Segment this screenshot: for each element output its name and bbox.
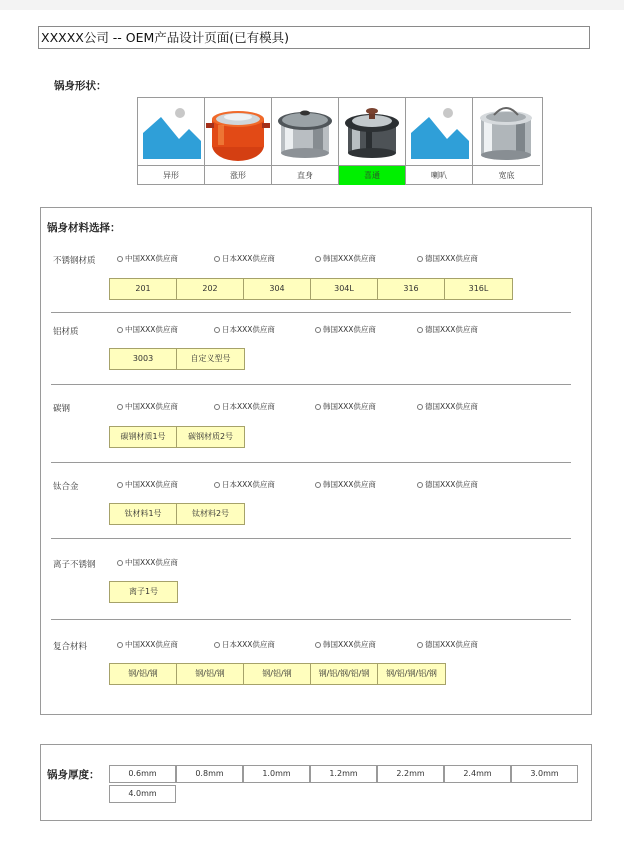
supplier-radio[interactable]: 日本XXX供应商 — [214, 479, 275, 490]
top-bar — [0, 0, 624, 10]
supplier-radio[interactable]: 韩国XXX供应商 — [315, 401, 376, 412]
thickness-option[interactable]: 0.8mm — [176, 765, 243, 783]
supplier-radio[interactable]: 中国XXX供应商 — [117, 557, 178, 568]
divider — [51, 619, 571, 620]
shape-option-2[interactable] — [205, 98, 272, 185]
steel-pot-photo — [273, 99, 337, 163]
shape-label: 涨形 — [205, 165, 271, 185]
supplier-radio[interactable]: 日本XXX供应商 — [214, 324, 275, 335]
material-option[interactable]: 3003 — [110, 349, 177, 369]
thickness-option[interactable]: 2.4mm — [444, 765, 511, 783]
shape-option-4[interactable] — [339, 98, 406, 185]
red-pot-photo — [206, 99, 270, 163]
supplier-radio[interactable]: 中国XXX供应商 — [117, 324, 178, 335]
material-option[interactable]: 自定义型号 — [177, 349, 244, 369]
shape-gallery — [137, 97, 543, 185]
shape-option-3[interactable] — [272, 98, 339, 185]
supplier-radio[interactable]: 日本XXX供应商 — [214, 639, 275, 650]
material-option[interactable]: 316 — [378, 279, 445, 299]
thickness-option[interactable]: 1.2mm — [310, 765, 377, 783]
stockpot-photo — [474, 99, 538, 163]
supplier-radio[interactable]: 韩国XXX供应商 — [315, 324, 376, 335]
material-option[interactable]: 钛材料2号 — [177, 504, 244, 524]
material-option[interactable]: 碳钢材质2号 — [177, 427, 244, 447]
supplier-radio[interactable]: 德国XXX供应商 — [417, 253, 478, 264]
page-title: XXXXX公司 -- OEM产品设计页面(已有模具) — [38, 26, 590, 49]
divider — [51, 462, 571, 463]
material-option[interactable]: 钢/铝/钢 — [244, 664, 311, 684]
supplier-radio[interactable]: 德国XXX供应商 — [417, 479, 478, 490]
image-placeholder-icon — [139, 99, 203, 163]
material-name: 钛合金 — [53, 482, 79, 492]
supplier-radio[interactable]: 德国XXX供应商 — [417, 324, 478, 335]
supplier-radio[interactable]: 中国XXX供应商 — [117, 479, 178, 490]
material-name: 复合材料 — [53, 642, 88, 652]
material-option[interactable]: 316L — [445, 279, 512, 299]
thickness-option[interactable]: 2.2mm — [377, 765, 444, 783]
supplier-radio[interactable]: 日本XXX供应商 — [214, 401, 275, 412]
material-name: 铝材质 — [53, 327, 79, 337]
material-option[interactable]: 钢/铝/钢 — [110, 664, 177, 684]
material-option[interactable]: 钢/铝/钢/铝/钢 — [378, 664, 445, 684]
body-shape-label: 锅身形状： — [54, 80, 107, 92]
material-option[interactable]: 钛材料1号 — [110, 504, 177, 524]
shape-option-6[interactable] — [473, 98, 540, 185]
image-placeholder-icon — [407, 99, 471, 163]
shape-option-1[interactable] — [138, 98, 205, 185]
supplier-radio[interactable]: 中国XXX供应商 — [117, 639, 178, 650]
material-option[interactable]: 钢/铝/钢 — [177, 664, 244, 684]
material-option[interactable]: 202 — [177, 279, 244, 299]
supplier-radio[interactable]: 德国XXX供应商 — [417, 401, 478, 412]
material-section — [40, 207, 592, 715]
material-option[interactable]: 201 — [110, 279, 177, 299]
material-name: 离子不锈钢 — [53, 560, 96, 570]
divider — [51, 312, 571, 313]
material-options — [109, 278, 513, 300]
thickness-section — [40, 744, 592, 821]
shape-option-5[interactable] — [406, 98, 473, 185]
supplier-radio[interactable]: 中国XXX供应商 — [117, 253, 178, 264]
supplier-radio[interactable]: 日本XXX供应商 — [214, 253, 275, 264]
material-section-label: 锅身材料选择： — [47, 222, 121, 234]
material-option[interactable]: 304L — [311, 279, 378, 299]
material-options — [109, 426, 245, 448]
thickness-option[interactable]: 3.0mm — [511, 765, 578, 783]
supplier-radio[interactable]: 韩国XXX供应商 — [315, 639, 376, 650]
material-option[interactable]: 离子1号 — [110, 582, 177, 602]
material-name: 不锈钢材质 — [53, 256, 96, 266]
shape-label: 异形 — [138, 165, 204, 185]
pressure-cooker-photo — [340, 99, 404, 163]
divider — [51, 538, 571, 539]
supplier-radio[interactable]: 韩国XXX供应商 — [315, 479, 376, 490]
supplier-radio[interactable]: 中国XXX供应商 — [117, 401, 178, 412]
shape-label: 喇叭 — [406, 165, 472, 185]
material-options — [109, 663, 446, 685]
thickness-option[interactable]: 1.0mm — [243, 765, 310, 783]
supplier-radio[interactable]: 德国XXX供应商 — [417, 639, 478, 650]
thickness-option[interactable]: 0.6mm — [109, 765, 176, 783]
material-options — [109, 503, 245, 525]
material-name: 碳钢 — [53, 404, 71, 414]
shape-label: 宽底 — [473, 165, 540, 185]
material-option[interactable]: 304 — [244, 279, 311, 299]
supplier-radio[interactable]: 韩国XXX供应商 — [315, 253, 376, 264]
shape-label-selected: 喜通 — [339, 165, 405, 185]
shape-label: 直身 — [272, 165, 338, 185]
material-option[interactable]: 碳钢材质1号 — [110, 427, 177, 447]
material-option[interactable]: 钢/铝/钢/铝/钢 — [311, 664, 378, 684]
divider — [51, 384, 571, 385]
thickness-option[interactable]: 4.0mm — [109, 785, 176, 803]
material-options — [109, 348, 245, 370]
material-options — [109, 581, 178, 603]
thickness-label: 锅身厚度： — [47, 769, 100, 781]
